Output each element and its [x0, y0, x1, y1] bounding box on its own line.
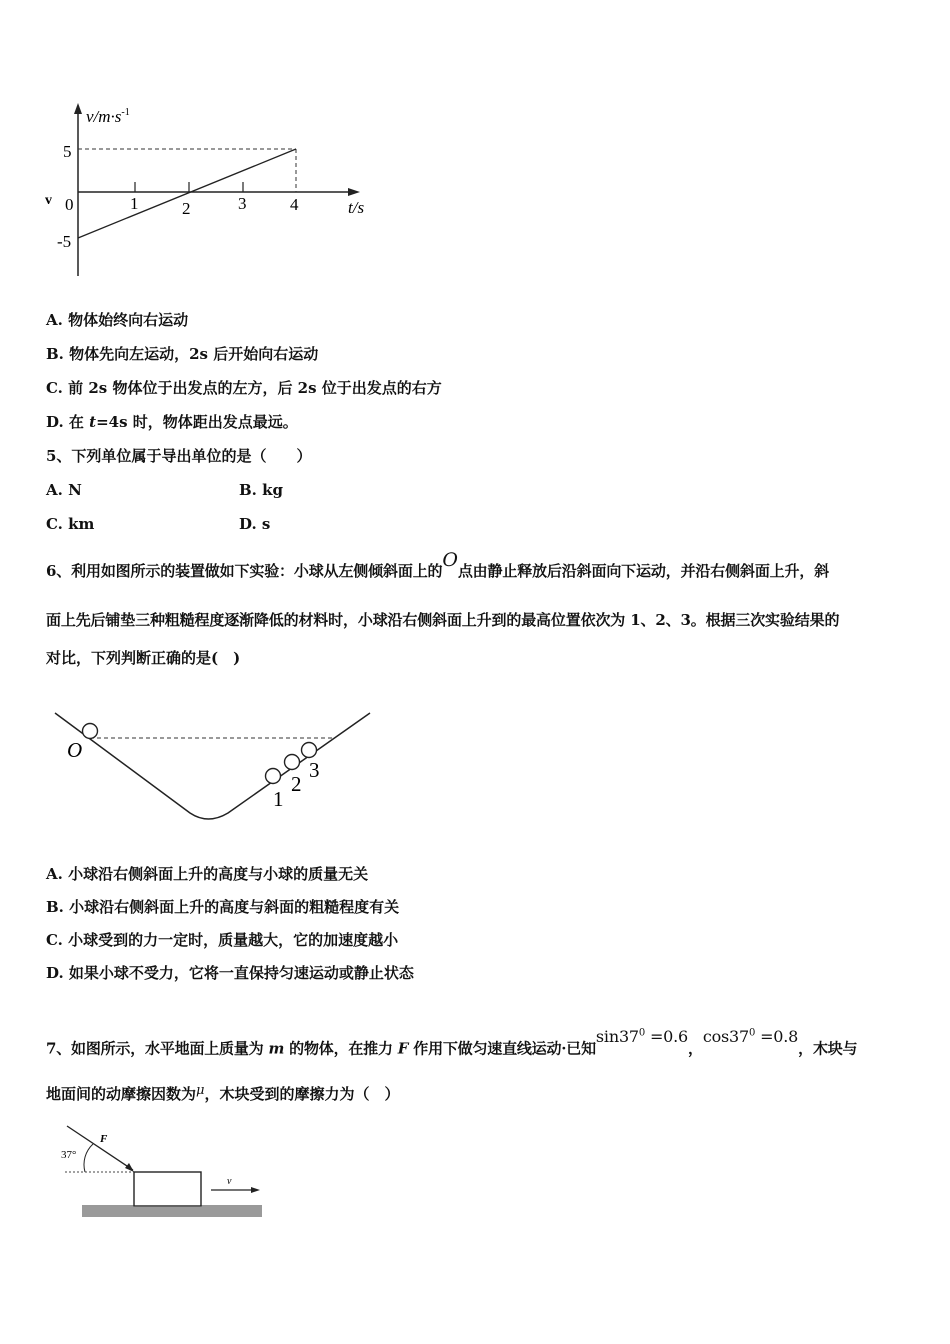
- velocity-line: [78, 149, 296, 238]
- x-tick-label-2: 2: [182, 199, 191, 218]
- q4-option-c: C. 前 2s 物体位于出发点的左方，后 2s 位于出发点的右方: [46, 379, 442, 397]
- q5-option-a: A. N: [46, 481, 82, 499]
- q6-option-a: A. 小球沿右侧斜面上升的高度与小球的质量无关: [46, 865, 369, 883]
- y-tick-label-neg5: -5: [57, 232, 72, 251]
- q6-stem-line1: 6、利用如图所示的装置做如下实验：小球从左侧倾斜面上的O点由静止释放后沿斜面向下运动，并沿右侧斜面上升，斜: [46, 549, 830, 580]
- ball-at-O: [83, 724, 98, 739]
- v-ramp: [55, 713, 370, 819]
- velocity-time-graph: [40, 100, 380, 285]
- angle-arc: [84, 1144, 93, 1172]
- q6-option-b: B. 小球沿右侧斜面上升的高度与斜面的粗糙程度有关: [46, 898, 400, 916]
- x-tick-label-3: 3: [238, 194, 247, 213]
- q5-option-b: B. kg: [239, 481, 284, 499]
- ground-hatch: [82, 1207, 262, 1217]
- q6-option-d: D. 如果小球不受力，它将一直保持匀速运动或静止状态: [46, 964, 414, 982]
- y-tick-label-5: 5: [63, 142, 72, 161]
- label-1: 1: [273, 787, 284, 811]
- x-tick-label-4: 4: [290, 195, 299, 214]
- q6-stem-line3: 对比，下列判断正确的是( ): [46, 649, 241, 667]
- y-axis-label: $v/m\cdot s^{-1}$: [86, 107, 130, 126]
- angle-label: 37°: [61, 1149, 77, 1161]
- q5-option-c: C. km: [46, 515, 95, 533]
- q5-stem: 5、下列单位属于导出单位的是（ ）: [46, 447, 312, 465]
- q6-stem-line2: 面上先后铺垫三种粗糙程度逐渐降低的材料时，小球沿右侧斜面上升到的最高位置依次为 1、2、3。根据三次实验结果的: [46, 611, 840, 629]
- ball-position-2: [285, 755, 300, 770]
- force-label: F: [100, 1133, 108, 1145]
- q4-option-b: B. 物体先向左运动，2s 后开始向右运动: [46, 345, 319, 363]
- x-tick-label-0: 0: [65, 195, 74, 214]
- sin-expression: $\sin 37^0 =0.6$: [595, 1027, 689, 1047]
- q4-option-d: D. 在 t=4s 时，物体距出发点最远。: [46, 413, 298, 431]
- y-axis-arrow: [74, 103, 82, 114]
- x-axis-label: t/s: [348, 198, 365, 217]
- x-axis-arrow: [348, 188, 360, 196]
- q7-stem-line1: 7、如图所示，水平地面上质量为 m 的物体，在推力 F 作用下做匀速直线运动·已知$\sin 37^0 =0.6$，$\cos 37^0 =0.8$，木块与: [46, 1027, 858, 1058]
- force-arrowhead: [125, 1163, 134, 1172]
- block: [134, 1172, 201, 1206]
- velocity-arrowhead: [251, 1187, 260, 1193]
- q7-push-figure: [55, 1118, 270, 1223]
- ball-position-3: [302, 743, 317, 758]
- label-3: 3: [309, 758, 320, 782]
- q6-ramp-figure: [50, 705, 380, 830]
- q6-option-c: C. 小球受到的力一定时，质量越大，它的加速度越小: [46, 931, 399, 949]
- x-tick-label-1: 1: [130, 194, 139, 213]
- side-label: v: [45, 193, 52, 208]
- ball-position-1: [266, 769, 281, 784]
- cos-expression: $\cos 37^0 =0.8$: [702, 1027, 799, 1047]
- q4-option-a: A. 物体始终向右运动: [46, 311, 189, 329]
- velocity-label: v: [227, 1176, 232, 1187]
- q5-option-d: D. s: [239, 515, 271, 533]
- label-2: 2: [291, 772, 302, 796]
- label-O: O: [67, 738, 83, 762]
- q7-stem-line2: 地面间的动摩擦因数为μ，木块受到的摩擦力为（ ）: [46, 1083, 400, 1103]
